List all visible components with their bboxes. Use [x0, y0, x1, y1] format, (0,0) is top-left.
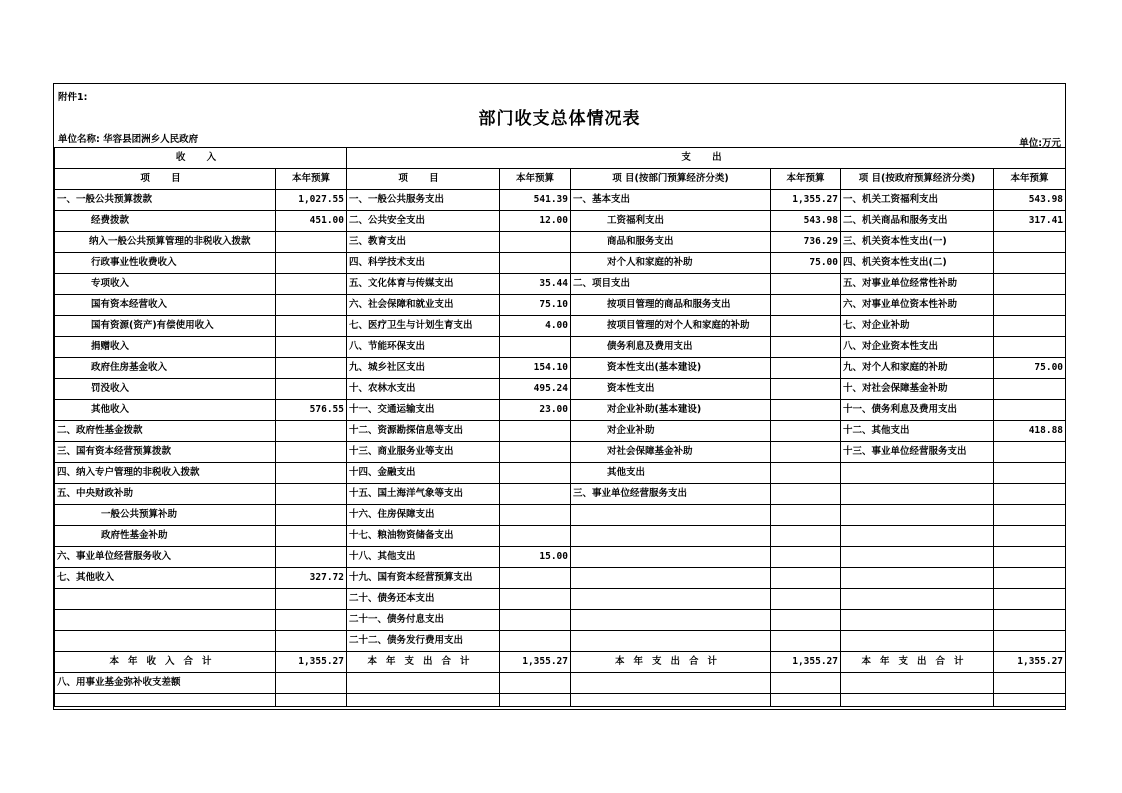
gov-budget-cell	[994, 379, 1066, 400]
func-budget-cell: 75.10	[500, 295, 571, 316]
func-item-cell: 七、医疗卫生与计划生育支出	[347, 316, 500, 337]
gov-budget-cell	[994, 547, 1066, 568]
dept-item-cell: 二、项目支出	[571, 274, 771, 295]
gov-item-cell: 七、对企业补助	[841, 316, 994, 337]
dept-budget-cell	[771, 379, 841, 400]
income-item-header: 项 目	[55, 169, 276, 190]
gov-item-cell	[841, 631, 994, 652]
empty-cell	[571, 673, 771, 694]
currency-unit-label: 单位:万元	[1019, 138, 1061, 149]
func-budget-cell: 23.00	[500, 400, 571, 421]
table-row	[55, 568, 1066, 589]
dept-item-cell	[571, 547, 771, 568]
dept-item-cell	[571, 631, 771, 652]
dept-budget-cell	[771, 337, 841, 358]
income-item-cell: 国有资源(资产)有偿使用收入	[55, 316, 276, 337]
dept-budget-cell: 543.98	[771, 211, 841, 232]
dept-budget-header: 本年预算	[771, 169, 841, 190]
func-budget-cell: 4.00	[500, 316, 571, 337]
income-item-cell: 五、中央财政补助	[55, 484, 276, 505]
attachment-label: 附件1:	[58, 92, 88, 103]
func-budget-cell: 495.24	[500, 379, 571, 400]
income-budget-cell	[276, 358, 347, 379]
expense-group-header: 支 出	[347, 148, 1066, 169]
dept-budget-cell	[771, 400, 841, 421]
income-item-cell: 政府性基金补助	[55, 526, 276, 547]
func-item-cell: 十一、交通运输支出	[347, 400, 500, 421]
empty-cell	[771, 694, 841, 707]
table-row	[55, 211, 1066, 232]
dept-item-cell	[571, 505, 771, 526]
dept-item-cell	[571, 526, 771, 547]
gov-item-cell	[841, 484, 994, 505]
dept-item-cell	[571, 568, 771, 589]
table-row	[55, 547, 1066, 568]
dept-item-cell: 对个人和家庭的补助	[571, 253, 771, 274]
dept-budget-cell	[771, 274, 841, 295]
func-budget-cell: 12.00	[500, 211, 571, 232]
income-item-cell: 一、一般公共预算拨款	[55, 190, 276, 211]
fund-balance-row	[55, 673, 1066, 694]
dept-item-cell: 债务利息及费用支出	[571, 337, 771, 358]
gov-item-cell: 五、对事业单位经常性补助	[841, 274, 994, 295]
income-item-cell: 经费拨款	[55, 211, 276, 232]
totals-row	[55, 652, 1066, 673]
dept-budget-cell	[771, 484, 841, 505]
func-budget-cell	[500, 442, 571, 463]
table-row	[55, 337, 1066, 358]
gov-item-cell	[841, 505, 994, 526]
table-row	[55, 295, 1066, 316]
income-budget-cell	[276, 442, 347, 463]
gov-item-cell	[841, 589, 994, 610]
gov-budget-cell	[994, 400, 1066, 421]
gov-item-header: 项 目(按政府预算经济分类)	[841, 169, 994, 190]
dept-budget-cell	[771, 589, 841, 610]
dept-budget-cell	[771, 610, 841, 631]
unit-name-label: 单位名称: 华容县团洲乡人民政府	[58, 134, 199, 145]
gov-budget-cell	[994, 316, 1066, 337]
income-group-header: 收 入	[55, 148, 347, 169]
budget-table	[54, 147, 1066, 707]
group-header-row	[55, 148, 1066, 169]
func-budget-cell	[500, 526, 571, 547]
empty-cell	[347, 673, 500, 694]
empty-cell	[841, 694, 994, 707]
func-item-cell: 十六、住房保障支出	[347, 505, 500, 526]
func-budget-header: 本年预算	[500, 169, 571, 190]
table-row	[55, 505, 1066, 526]
total-dept-label-cell: 本年支出合计	[571, 652, 771, 673]
func-item-cell: 十三、商业服务业等支出	[347, 442, 500, 463]
dept-budget-cell	[771, 505, 841, 526]
table-row	[55, 274, 1066, 295]
func-item-cell: 二十二、债务发行费用支出	[347, 631, 500, 652]
gov-item-cell: 十二、其他支出	[841, 421, 994, 442]
dept-item-cell	[571, 610, 771, 631]
income-item-cell: 捐赠收入	[55, 337, 276, 358]
income-budget-cell	[276, 484, 347, 505]
income-item-cell	[55, 589, 276, 610]
gov-budget-cell: 543.98	[994, 190, 1066, 211]
func-item-header: 项 目	[347, 169, 500, 190]
gov-item-cell: 十三、事业单位经营服务支出	[841, 442, 994, 463]
func-item-cell: 四、科学技术支出	[347, 253, 500, 274]
total-gov-label-cell: 本年支出合计	[841, 652, 994, 673]
dept-item-cell: 对社会保障基金补助	[571, 442, 771, 463]
func-item-cell: 十四、金融支出	[347, 463, 500, 484]
gov-budget-cell	[994, 589, 1066, 610]
gov-budget-cell	[994, 337, 1066, 358]
gov-item-cell: 九、对个人和家庭的补助	[841, 358, 994, 379]
func-budget-cell	[500, 505, 571, 526]
func-budget-cell	[500, 610, 571, 631]
dept-item-cell: 对企业补助	[571, 421, 771, 442]
empty-cell	[500, 694, 571, 707]
table-row	[55, 421, 1066, 442]
empty-cell	[276, 694, 347, 707]
gov-budget-cell	[994, 505, 1066, 526]
gov-budget-cell	[994, 253, 1066, 274]
table-row	[55, 379, 1066, 400]
dept-item-cell: 其他支出	[571, 463, 771, 484]
total-gov-value-cell: 1,355.27	[994, 652, 1066, 673]
gov-budget-cell	[994, 463, 1066, 484]
func-item-cell: 十八、其他支出	[347, 547, 500, 568]
page-title: 部门收支总体情况表	[478, 109, 641, 129]
dept-item-cell: 资本性支出(基本建设)	[571, 358, 771, 379]
gov-item-cell: 十、对社会保障基金补助	[841, 379, 994, 400]
func-item-cell: 十五、国土海洋气象等支出	[347, 484, 500, 505]
gov-item-cell	[841, 547, 994, 568]
dept-item-cell: 资本性支出	[571, 379, 771, 400]
empty-cell	[994, 694, 1066, 707]
table-row	[55, 232, 1066, 253]
func-budget-cell: 154.10	[500, 358, 571, 379]
gov-item-cell	[841, 526, 994, 547]
income-item-cell: 行政事业性收费收入	[55, 253, 276, 274]
func-budget-cell	[500, 631, 571, 652]
func-item-cell: 二、公共安全支出	[347, 211, 500, 232]
func-budget-cell	[500, 253, 571, 274]
income-budget-cell	[276, 379, 347, 400]
func-item-cell: 二十、债务还本支出	[347, 589, 500, 610]
table-row	[55, 400, 1066, 421]
func-item-cell: 十二、资源勘探信息等支出	[347, 421, 500, 442]
total-dept-value-cell: 1,355.27	[771, 652, 841, 673]
gov-item-cell	[841, 463, 994, 484]
income-budget-cell: 576.55	[276, 400, 347, 421]
income-item-cell: 四、纳入专户管理的非税收入拨款	[55, 463, 276, 484]
total-func-label-cell: 本年支出合计	[347, 652, 500, 673]
total-income-label-cell: 本年收入合计	[55, 652, 276, 673]
gov-item-cell: 四、机关资本性支出(二)	[841, 253, 994, 274]
table-row	[55, 589, 1066, 610]
dept-budget-cell	[771, 547, 841, 568]
income-budget-cell	[276, 232, 347, 253]
dept-item-cell: 按项目管理的对个人和家庭的补助	[571, 316, 771, 337]
gov-budget-cell: 418.88	[994, 421, 1066, 442]
gov-budget-cell	[994, 232, 1066, 253]
income-item-cell: 六、事业单位经营服务收入	[55, 547, 276, 568]
income-item-cell: 三、国有资本经营预算拨款	[55, 442, 276, 463]
empty-cell	[347, 694, 500, 707]
income-item-cell: 其他收入	[55, 400, 276, 421]
income-budget-cell	[276, 610, 347, 631]
gov-item-cell: 八、对企业资本性支出	[841, 337, 994, 358]
func-item-cell: 二十一、债务付息支出	[347, 610, 500, 631]
func-budget-cell	[500, 568, 571, 589]
func-item-cell: 八、节能环保支出	[347, 337, 500, 358]
gov-budget-cell	[994, 274, 1066, 295]
income-budget-cell	[276, 253, 347, 274]
func-item-cell: 十、农林水支出	[347, 379, 500, 400]
table-row	[55, 526, 1066, 547]
func-budget-cell	[500, 484, 571, 505]
empty-cell	[771, 673, 841, 694]
gov-budget-cell: 317.41	[994, 211, 1066, 232]
gov-budget-cell	[994, 631, 1066, 652]
func-budget-cell	[500, 421, 571, 442]
func-item-cell: 五、文化体育与传媒支出	[347, 274, 500, 295]
table-row	[55, 358, 1066, 379]
table-row	[55, 442, 1066, 463]
empty-cell	[994, 673, 1066, 694]
income-item-cell: 一般公共预算补助	[55, 505, 276, 526]
empty-cell	[276, 673, 347, 694]
income-budget-cell: 327.72	[276, 568, 347, 589]
gov-budget-cell	[994, 442, 1066, 463]
func-item-cell: 十七、粮油物资储备支出	[347, 526, 500, 547]
func-item-cell: 三、教育支出	[347, 232, 500, 253]
income-budget-cell: 1,027.55	[276, 190, 347, 211]
table-row	[55, 631, 1066, 652]
dept-item-cell	[571, 589, 771, 610]
table-row	[55, 253, 1066, 274]
report-sheet	[53, 83, 1066, 710]
func-budget-cell: 541.39	[500, 190, 571, 211]
income-budget-cell	[276, 547, 347, 568]
income-item-cell: 政府住房基金收入	[55, 358, 276, 379]
income-budget-cell	[276, 589, 347, 610]
income-budget-cell	[276, 505, 347, 526]
gov-item-cell: 一、机关工资福利支出	[841, 190, 994, 211]
dept-budget-cell	[771, 568, 841, 589]
gov-item-cell: 十一、债务利息及费用支出	[841, 400, 994, 421]
gov-item-cell	[841, 610, 994, 631]
func-budget-cell	[500, 589, 571, 610]
income-budget-cell	[276, 631, 347, 652]
dept-budget-cell: 1,355.27	[771, 190, 841, 211]
gov-budget-header: 本年预算	[994, 169, 1066, 190]
income-item-cell: 专项收入	[55, 274, 276, 295]
income-item-cell: 纳入一般公共预算管理的非税收入拨款	[55, 232, 276, 253]
income-budget-cell	[276, 463, 347, 484]
blank-row	[55, 694, 1066, 707]
gov-budget-cell	[994, 526, 1066, 547]
gov-budget-cell	[994, 295, 1066, 316]
income-budget-cell	[276, 274, 347, 295]
empty-cell	[571, 694, 771, 707]
income-budget-cell	[276, 526, 347, 547]
income-item-cell: 国有资本经营收入	[55, 295, 276, 316]
income-budget-cell	[276, 421, 347, 442]
dept-budget-cell	[771, 421, 841, 442]
func-budget-cell	[500, 463, 571, 484]
gov-budget-cell	[994, 610, 1066, 631]
dept-item-cell: 按项目管理的商品和服务支出	[571, 295, 771, 316]
total-income-value-cell: 1,355.27	[276, 652, 347, 673]
gov-item-cell: 二、机关商品和服务支出	[841, 211, 994, 232]
table-row	[55, 316, 1066, 337]
dept-budget-cell	[771, 442, 841, 463]
func-item-cell: 一、一般公共服务支出	[347, 190, 500, 211]
gov-item-cell: 六、对事业单位资本性补助	[841, 295, 994, 316]
func-budget-cell: 35.44	[500, 274, 571, 295]
dept-budget-cell	[771, 631, 841, 652]
income-item-cell	[55, 631, 276, 652]
dept-item-cell: 一、基本支出	[571, 190, 771, 211]
gov-budget-cell: 75.00	[994, 358, 1066, 379]
gov-item-cell: 三、机关资本性支出(一)	[841, 232, 994, 253]
func-budget-cell	[500, 337, 571, 358]
dept-budget-cell: 75.00	[771, 253, 841, 274]
dept-item-cell: 对企业补助(基本建设)	[571, 400, 771, 421]
dept-budget-cell	[771, 358, 841, 379]
table-row	[55, 190, 1066, 211]
income-item-cell: 二、政府性基金拨款	[55, 421, 276, 442]
income-budget-cell	[276, 337, 347, 358]
income-budget-cell	[276, 295, 347, 316]
gov-budget-cell	[994, 484, 1066, 505]
dept-item-cell: 商品和服务支出	[571, 232, 771, 253]
table-row	[55, 463, 1066, 484]
func-item-cell: 十九、国有资本经营预算支出	[347, 568, 500, 589]
column-header-row	[55, 169, 1066, 190]
income-budget-header: 本年预算	[276, 169, 347, 190]
gov-budget-cell	[994, 568, 1066, 589]
dept-item-cell: 三、事业单位经营服务支出	[571, 484, 771, 505]
empty-cell	[500, 673, 571, 694]
income-item-cell: 七、其他收入	[55, 568, 276, 589]
table-row	[55, 484, 1066, 505]
table-row	[55, 610, 1066, 631]
dept-budget-cell	[771, 316, 841, 337]
dept-budget-cell	[771, 526, 841, 547]
empty-cell	[841, 673, 994, 694]
fund-balance-label: 八、用事业基金弥补收支差额	[55, 673, 276, 694]
gov-item-cell	[841, 568, 994, 589]
income-item-cell	[55, 610, 276, 631]
total-func-value-cell: 1,355.27	[500, 652, 571, 673]
func-item-cell: 六、社会保障和就业支出	[347, 295, 500, 316]
func-item-cell: 九、城乡社区支出	[347, 358, 500, 379]
dept-budget-cell: 736.29	[771, 232, 841, 253]
dept-budget-cell	[771, 295, 841, 316]
income-item-cell: 罚没收入	[55, 379, 276, 400]
dept-item-header: 项 目(按部门预算经济分类)	[571, 169, 771, 190]
income-budget-cell	[276, 316, 347, 337]
dept-item-cell: 工资福利支出	[571, 211, 771, 232]
func-budget-cell	[500, 232, 571, 253]
income-budget-cell: 451.00	[276, 211, 347, 232]
func-budget-cell: 15.00	[500, 547, 571, 568]
dept-budget-cell	[771, 463, 841, 484]
empty-cell	[55, 694, 276, 707]
